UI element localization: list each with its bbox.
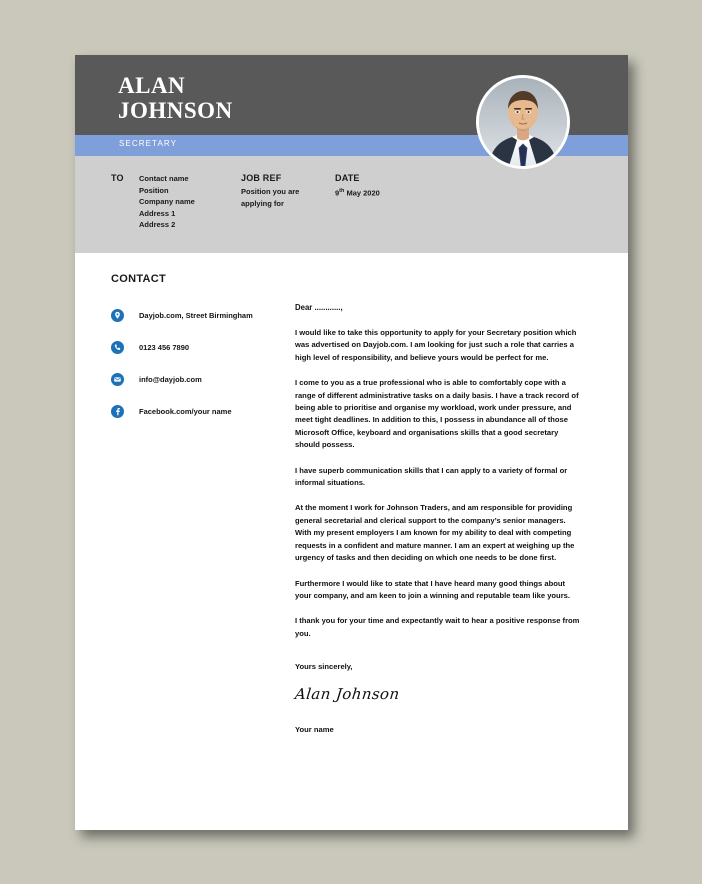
job-title: SECRETARY (119, 139, 178, 148)
date-ordinal: th (339, 188, 345, 194)
cover-letter-page (75, 55, 628, 830)
facebook-icon (111, 405, 124, 418)
contact-item-phone[interactable] (111, 335, 326, 360)
contact-item-text: 0123 456 7890 (139, 343, 190, 352)
contact-item-address[interactable] (111, 303, 326, 328)
to-values-column (139, 173, 195, 231)
email-icon (111, 373, 124, 386)
letter-paragraph: I have superb communication skills that I can apply to a variety of formal or informal situations. (295, 465, 568, 488)
applicant-name (118, 73, 233, 123)
jobref-lines (241, 186, 336, 209)
to-label: TO (111, 173, 124, 183)
to-line: Address 1 (139, 208, 176, 218)
letter-paragraph: Furthermore I would like to state that I have heard many good things about your company, and am keen to join a winning and reputable team like yours. (295, 578, 570, 600)
date-day: 9 (335, 188, 340, 198)
name-placeholder: Your name (295, 725, 334, 735)
date-column (335, 173, 445, 199)
letter-paragraph: I thank you for your time and expectantly wait to hear a positive response from you. (295, 616, 580, 638)
date-value (335, 186, 445, 199)
to-line: Contact name (139, 174, 189, 183)
letter-meta (75, 173, 628, 253)
jobref-label: JOB REF (241, 173, 282, 183)
contact-item-text: info@dayjob.com (139, 375, 202, 384)
signature: Alan Johnson (294, 685, 401, 704)
letter-paragraph: I come to you as a true professional who is able to comfortably cope with a range of different administrative tasks on a daily basis. I have a track record of being able to prioritise and organise my workload, work under pressure, and meet tight deadlines. In addition to this, I possess in abundance all of those Microsoft Office, keyboard and organisations skills that a good secretary should possess. (295, 378, 579, 450)
to-label-column (111, 173, 124, 186)
contact-heading: CONTACT (111, 273, 167, 285)
contact-item-text: Facebook.com/your name (139, 407, 232, 416)
letter-body (295, 303, 580, 734)
portrait-photo (476, 75, 570, 169)
jobref-column (241, 173, 336, 209)
last-name: JOHNSON (118, 98, 233, 123)
closing-line: Yours sincerely, (295, 662, 353, 672)
contact-item-facebook[interactable] (111, 399, 326, 424)
portrait-photo-image (479, 78, 567, 166)
first-name: ALAN (118, 73, 186, 98)
contact-item-email[interactable] (111, 367, 326, 392)
date-label: DATE (335, 173, 360, 183)
salutation: Dear ............, (295, 303, 343, 312)
contact-list (111, 303, 326, 431)
phone-icon (111, 341, 124, 354)
contact-item-text: Dayjob.com, Street Birmingham (139, 311, 253, 320)
to-line: Address 2 (139, 220, 176, 229)
to-line: Position (139, 185, 169, 195)
date-rest: May 2020 (344, 188, 380, 198)
jobref-line: applying for (241, 198, 284, 208)
location-pin-icon (111, 309, 124, 322)
letter-paragraph: At the moment I work for Johnson Traders, and am responsible for providing general secretarial and clerical support to the company’s senior managers. With my present employers I am known for my ability to deal with competing requests in a confident and mature manner. I am an expert at weighing up the urgency of tasks and then deciding on which one needs to be done first. (295, 503, 575, 563)
to-lines (139, 173, 195, 231)
to-line: Company name (139, 197, 195, 206)
jobref-line: Position you are (241, 187, 300, 196)
letter-paragraph: I would like to take this opportunity to apply for your Secretary position which was advertised on Dayjob.com. I am looking for just such a role that carries a high level of responsibility, and believe yours would be perfect for me. (295, 328, 577, 362)
